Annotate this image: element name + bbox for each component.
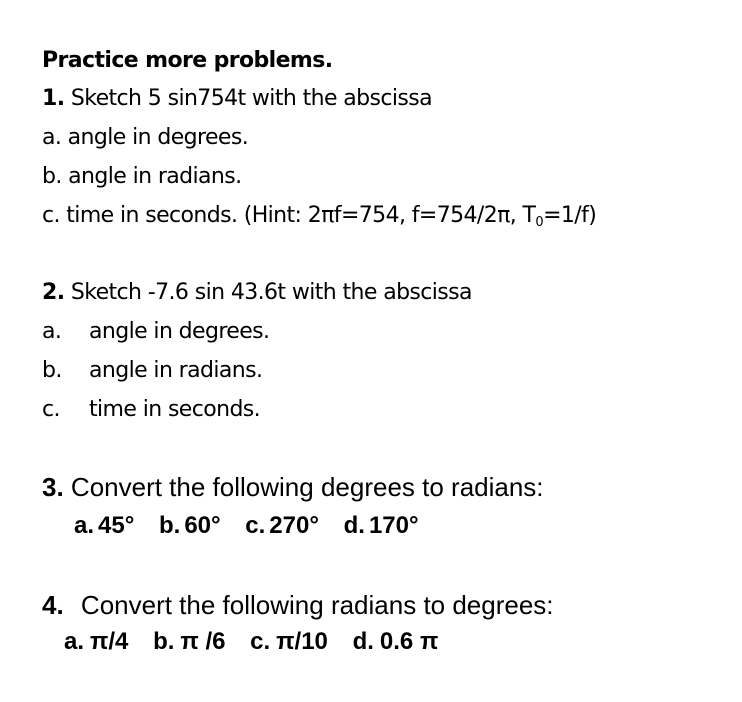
problem-2-number: 2. xyxy=(42,280,65,305)
problem-4-item-c-label: c. xyxy=(250,628,271,655)
problem-2-item-a-text: angle in degrees. xyxy=(89,319,270,344)
problem-4-item-a-value: π/4 xyxy=(90,628,129,655)
problem-4-item-c xyxy=(250,628,328,655)
problem-2-item-c xyxy=(42,397,260,422)
problem-3-item-b xyxy=(159,512,221,539)
problem-4-answers xyxy=(64,628,438,656)
problem-3-item-b-label: b. xyxy=(158,512,181,539)
problem-3-item-a-label: a. xyxy=(74,512,95,539)
problem-2-prompt xyxy=(42,280,472,305)
problem-4-item-d-value: 0.6 π xyxy=(379,628,439,655)
problem-4-item-b-label: b. xyxy=(153,628,175,655)
problem-3-item-a xyxy=(74,512,134,539)
problem-4-item-a xyxy=(64,628,128,655)
problem-4-item-b xyxy=(153,628,225,655)
problem-1-text: Sketch 5 sin754t with the abscissa xyxy=(70,86,432,111)
problem-4-number: 4. xyxy=(42,590,64,620)
problem-3-item-a-value: 45° xyxy=(98,512,135,539)
problem-3-item-c xyxy=(245,512,319,539)
problem-4-item-d xyxy=(353,628,439,655)
problem-2-item-b-text: angle in radians. xyxy=(89,358,263,383)
problem-4-text: Convert the following radians to degrees: xyxy=(80,590,554,620)
problem-3-item-b-value: 60° xyxy=(184,512,221,539)
problem-3-text: Convert the following degrees to radians: xyxy=(70,472,544,502)
problem-4-item-b-value: π /6 xyxy=(180,628,226,655)
problem-4-item-d-label: d. xyxy=(352,628,374,655)
problem-1-number: 1. xyxy=(42,86,65,111)
problem-1-item-c xyxy=(42,203,596,228)
problem-3-prompt xyxy=(42,472,544,503)
problem-2-text: Sketch -7.6 sin 43.6t with the abscissa xyxy=(70,280,472,305)
problem-3-item-d xyxy=(344,512,419,539)
problem-1-item-c-text: c. time in seconds. (Hint: 2πf=754, f=754/2π, T xyxy=(42,203,536,228)
problem-2-item-b-label: b. xyxy=(42,358,62,383)
problem-1-item-a: a. angle in degrees. xyxy=(42,125,249,150)
problem-2-item-a xyxy=(42,319,269,344)
problem-1-item-b: b. angle in radians. xyxy=(42,164,242,189)
problem-3-item-d-value: 170° xyxy=(368,512,419,539)
problem-2-item-c-text: time in seconds. xyxy=(89,397,261,422)
problem-1-item-c-subscript: 0 xyxy=(535,215,544,230)
problem-1-item-c-tail: =1/f) xyxy=(543,203,597,228)
problem-4-item-a-label: a. xyxy=(64,628,85,655)
page-heading: Practice more problems. xyxy=(42,48,333,73)
problem-2-item-c-label: c. xyxy=(42,397,60,422)
problem-1-prompt xyxy=(42,86,432,111)
problem-4-prompt xyxy=(42,590,554,621)
problem-3-number: 3. xyxy=(42,472,64,502)
problem-3-item-d-label: d. xyxy=(343,512,365,539)
problem-2-item-b xyxy=(42,358,262,383)
problem-3-item-c-value: 270° xyxy=(269,512,319,539)
problem-4-item-c-value: π/10 xyxy=(276,628,328,655)
problem-3-item-c-label: c. xyxy=(245,512,266,539)
problem-3-answers xyxy=(74,512,419,540)
problem-2-item-a-label: a. xyxy=(42,319,62,344)
